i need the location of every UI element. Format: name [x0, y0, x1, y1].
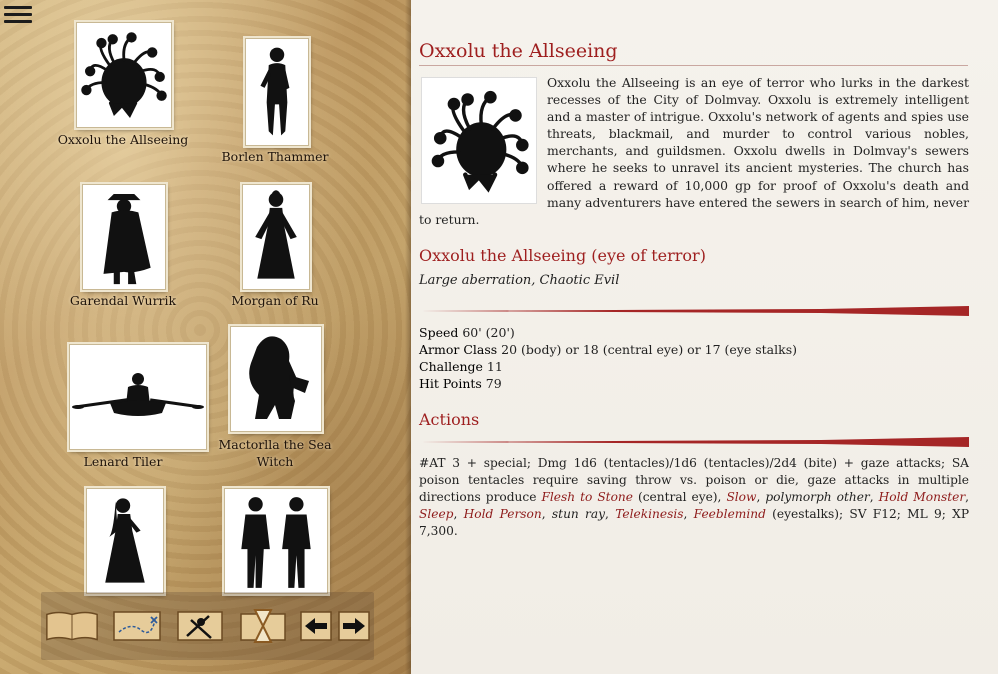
character-sidebar — [0, 0, 411, 674]
statblock-title: Oxxolu the Allseeing (eye of terror) — [419, 246, 706, 265]
spell-link-sleep[interactable]: Sleep — [419, 507, 454, 522]
character-name: Mactorlla the Sea Witch — [218, 437, 332, 469]
forward-arrow-icon[interactable] — [337, 608, 371, 644]
beholder-silhouette-icon — [76, 22, 172, 128]
back-arrow-icon[interactable] — [299, 608, 333, 644]
bottom-toolbar — [41, 592, 374, 660]
page-title: Oxxolu the Allseeing — [419, 40, 618, 62]
creature-type: Large aberration, Chaotic Evil — [419, 273, 620, 288]
spell-link-hold-monster[interactable]: Hold Monster — [878, 490, 966, 505]
spell-link-flesh-to-stone[interactable]: Flesh to Stone — [541, 490, 633, 505]
character-name: Morgan of Ru — [231, 293, 319, 308]
stat-armor-class: Armor Class 20 (body) or 18 (central eye) or 17 (eye stalks) — [419, 342, 797, 357]
spell-link-feeblemind[interactable]: Feeblemind — [693, 507, 766, 522]
two-men-silhouette-icon — [224, 488, 328, 594]
character-name: Oxxolu the Allseeing — [57, 132, 189, 147]
actions-text: #AT 3 + special; Dmg 1d6 (tentacles)/1d6 (tentacles)/2d4 (bite) + gaze attacks; SA poison tentacles require saving throw vs. poison or die, gaze attacks in multiple directions produce Flesh to Stone (central eye), Slow, polymorph other, Hold Monster, Sleep, Hold Person, stun ray, Telekinesis, Feeblemind (eyestalks); SV F12; ML 9; XP 7,300. — [419, 456, 970, 539]
hourglass-icon[interactable] — [237, 608, 289, 644]
book-icon[interactable] — [43, 608, 101, 644]
detail-panel — [411, 0, 998, 674]
combat-icon[interactable] — [175, 608, 225, 644]
title-divider — [419, 65, 968, 66]
stat-speed: Speed 60' (20') — [419, 325, 515, 340]
spell-link-telekinesis[interactable]: Telekinesis — [615, 507, 684, 522]
spell-link-slow[interactable]: Slow — [726, 490, 757, 505]
hamburger-menu-icon[interactable] — [2, 2, 34, 30]
robed-man-silhouette-icon — [245, 38, 309, 146]
stat-challenge: Challenge 11 — [419, 359, 503, 374]
spell-link-hold-person[interactable]: Hold Person — [463, 507, 542, 522]
woman-silhouette-icon — [86, 488, 164, 594]
character-name: Borlen Thammer — [221, 149, 329, 164]
rowboat-silhouette-icon — [69, 344, 207, 450]
cloaked-figure-silhouette-icon — [82, 184, 166, 290]
character-name: Lenard Tiler — [83, 454, 163, 469]
noblewoman-silhouette-icon — [242, 184, 310, 290]
actions-heading: Actions — [419, 410, 480, 429]
hag-silhouette-icon — [230, 326, 322, 432]
character-name: Garendal Wurrik — [69, 293, 177, 308]
stat-hit-points: Hit Points 79 — [419, 376, 502, 391]
map-icon[interactable] — [111, 608, 163, 644]
actions-divider — [421, 436, 969, 448]
section-divider — [421, 305, 969, 317]
description-text: Oxxolu the Allseeing is an eye of terror who lurks in the darkest recesses of the City of Dolmvay. Oxxolu is extremely intelligent and a master of intrigue. Oxxolu's network of agents and spies use threats, blackmail, and murder to control various nobles, merchants, and guildsmen. Oxxolu dwells in Dolmvay's sewers where he seeks to unravel its ancient mysteries. The church has offered a reward of 10,000 gp for proof of Oxxolu's death and many adventurers have entered the sewers in search of him, never to return. — [419, 75, 969, 227]
